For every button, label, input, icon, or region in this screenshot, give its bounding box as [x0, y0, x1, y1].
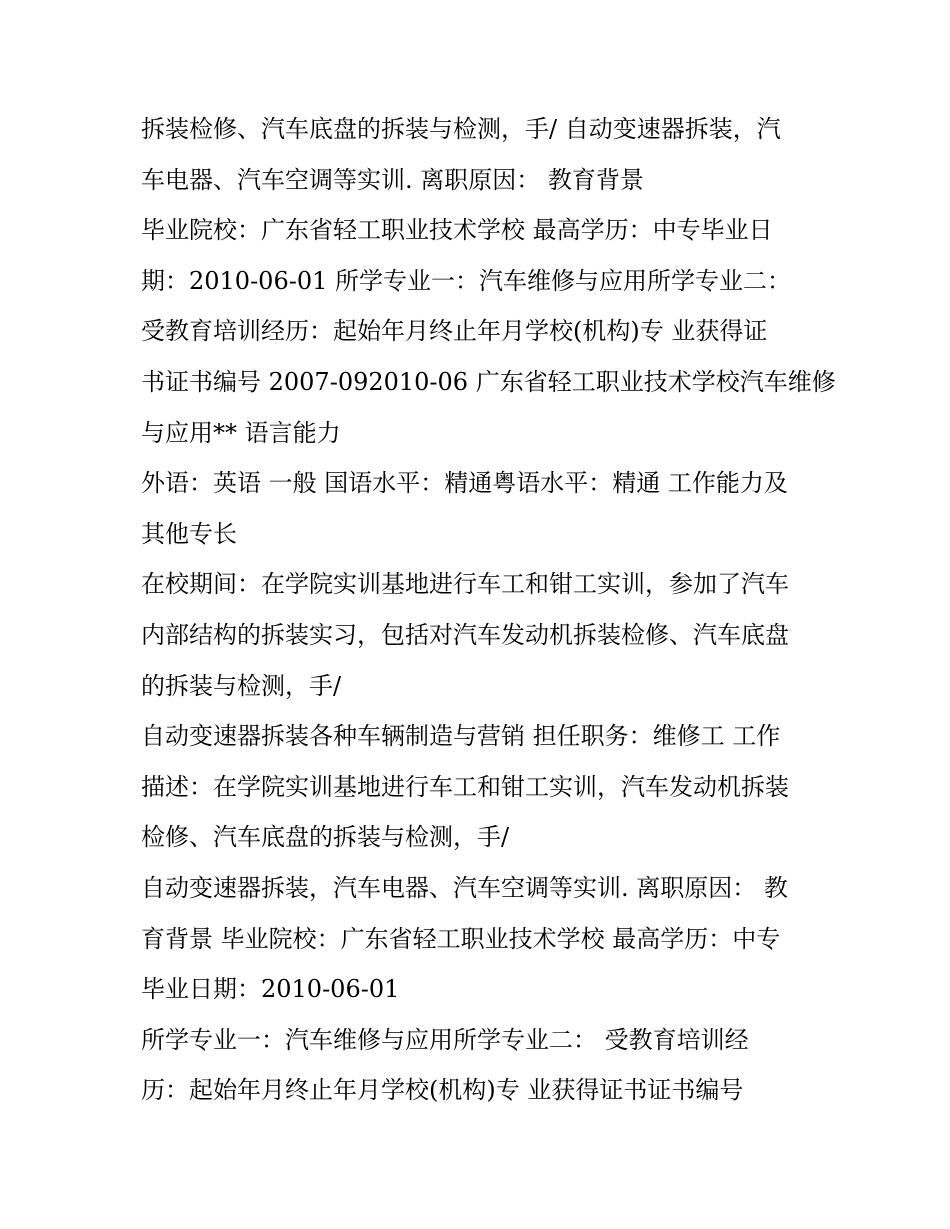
text-line: 外语：英语 一般 国语水平：精通粤语水平：精通 工作能力及: [141, 469, 788, 498]
text-line: 检修、汽车底盘的拆装与检测，手/: [141, 823, 510, 852]
text-line: 自动变速器拆装各种车辆制造与营销 担任职务：维修工 工作: [141, 722, 781, 751]
text-line: 其他专长: [141, 519, 237, 548]
text-line: 育背景 毕业院校：广东省轻工职业技术学校 最高学历：中专: [141, 924, 781, 953]
text-line: 毕业院校：广东省轻工职业技术学校 最高学历：中专毕业日: [141, 216, 773, 245]
text-line: 自动变速器拆装，汽车电器、汽车空调等实训. 离职原因： 教: [141, 873, 788, 902]
text-line: 与应用** 语言能力: [141, 418, 341, 447]
body-text: [141, 104, 836, 1116]
text-line: 书证书编号 2007-092010-06 广东省轻工职业技术学校汽车维修: [141, 367, 836, 396]
text-line: 历：起始年月终止年月学校(机构)专 业获得证书证书编号: [141, 1076, 744, 1105]
text-line: 内部结构的拆装实习，包括对汽车发动机拆装检修、汽车底盘: [141, 620, 789, 649]
text-line: 受教育培训经历：起始年月终止年月学校(机构)专 业获得证: [141, 317, 768, 346]
text-line: 车电器、汽车空调等实训. 离职原因： 教育背景: [141, 165, 644, 194]
text-line: 在校期间：在学院实训基地进行车工和钳工实训，参加了汽车: [141, 570, 789, 599]
text-line: 的拆装与检测，手/: [141, 671, 342, 700]
text-line: 描述：在学院实训基地进行车工和钳工实训，汽车发动机拆装: [141, 772, 789, 801]
text-line: 所学专业一：汽车维修与应用所学专业二： 受教育培训经: [141, 1025, 749, 1054]
text-line: 拆装检修、汽车底盘的拆装与检测，手/ 自动变速器拆装，汽: [141, 115, 781, 143]
text-line: 毕业日期：2010-06-01: [141, 975, 400, 1004]
text-line: 期：2010-06-01 所学专业一：汽车维修与应用所学专业二：: [141, 266, 792, 295]
